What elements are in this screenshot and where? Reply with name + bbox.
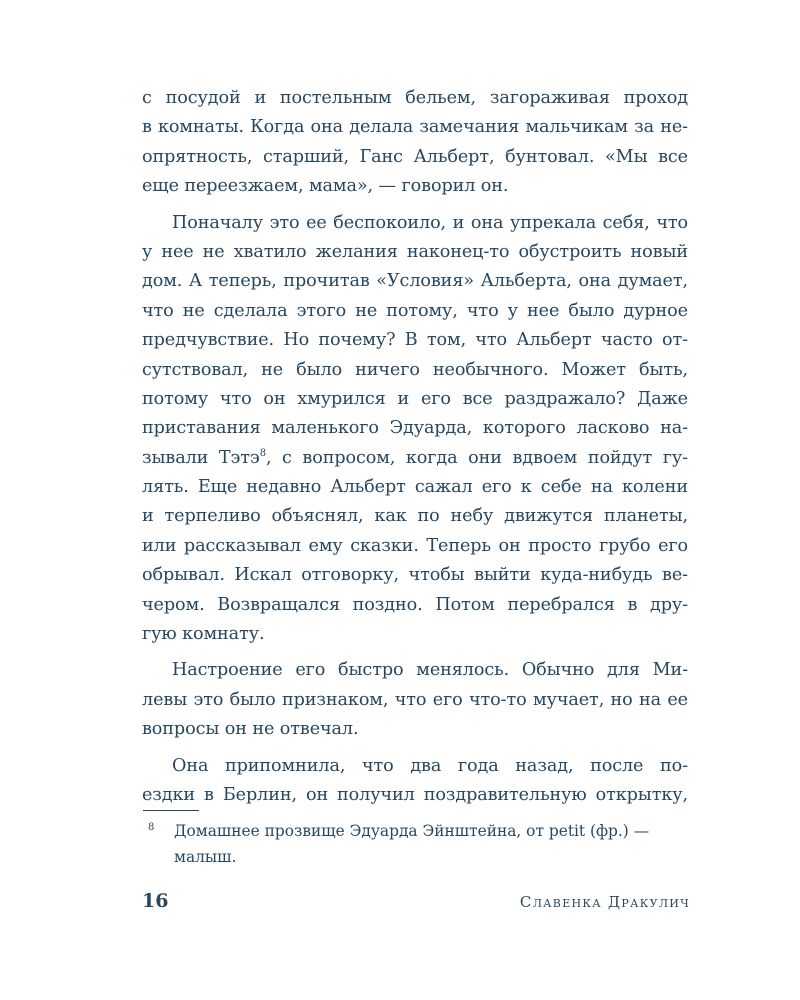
footnote-text: Домашнее прозвище Эдуарда Эйнштейна, от petit (фр.) — [174,822,650,840]
text-line: в комнаты. Когда она делала замечания мальчикам за не- [142,117,688,138]
text-fragment: , с вопросом, когда они вдвоем пойдут гу- [265,447,688,468]
running-head-author: Славенка Дракулич [519,893,690,911]
footnote-number: 8 [148,822,155,833]
footnote [142,818,702,870]
text-line: вопросы он не отвечал. [142,719,359,740]
text-line: Поначалу это ее беспокоило, и она упрекала себя, что [172,212,688,233]
text-line: сутствовал, не было ничего необычного. Может быть, [142,359,688,380]
text-line: гую комнату. [142,624,265,645]
text-line: что не сделала этого не потому, что у нее было дурное [142,300,688,321]
text-line: и терпеливо объяснял, как по небу движутся планеты, [142,506,688,527]
text-line: или рассказывал ему сказки. Теперь он просто грубо его [142,535,688,556]
text-line: чером. Возвращался поздно. Потом перебрался в дру- [142,594,688,615]
text-line: обрывал. Искал отговорку, чтобы выйти куда-нибудь ве- [142,565,688,586]
text-line [142,444,688,473]
text-line: Она припомнила, что два года назад, после по- [172,755,688,776]
text-fragment: зывали Тэтэ [142,447,260,468]
text-line: предчувствие. Но почему? В том, что Альберт часто от- [142,330,688,351]
text-line: у нее не хватило желания наконец-то обустроить новый [142,241,688,262]
footnote-reference[interactable]: 8 [259,447,266,459]
text-line: потому что он хмурился и его все раздражало? Даже [142,388,688,409]
footnote-text: малыш. [174,848,237,866]
main-text [142,84,688,810]
text-line: приставания маленького Эдуарда, которого ласково на- [142,418,688,439]
text-line: опрятность, старший, Ганс Альберт, бунтовал. «Мы все [142,146,688,167]
text-line: левы это было признаком, что его что-то мучает, но на ее [142,689,688,710]
text-line: Настроение его быстро менялось. Обычно для Ми- [172,660,688,681]
text-line: ездки в Берлин, он получил поздравительную открытку, [142,784,688,805]
text-line: еще переезжаем, мама», — говорил он. [142,176,509,197]
text-line: с посудой и постельным бельем, загораживая проход [142,88,688,108]
page-number: 16 [142,890,169,912]
text-line: лять. Еще недавно Альберт сажал его к себе на колени [142,477,688,498]
footnote-divider [143,810,199,811]
text-line: дом. А теперь, прочитав «Условия» Альберта, она думает, [142,271,688,292]
